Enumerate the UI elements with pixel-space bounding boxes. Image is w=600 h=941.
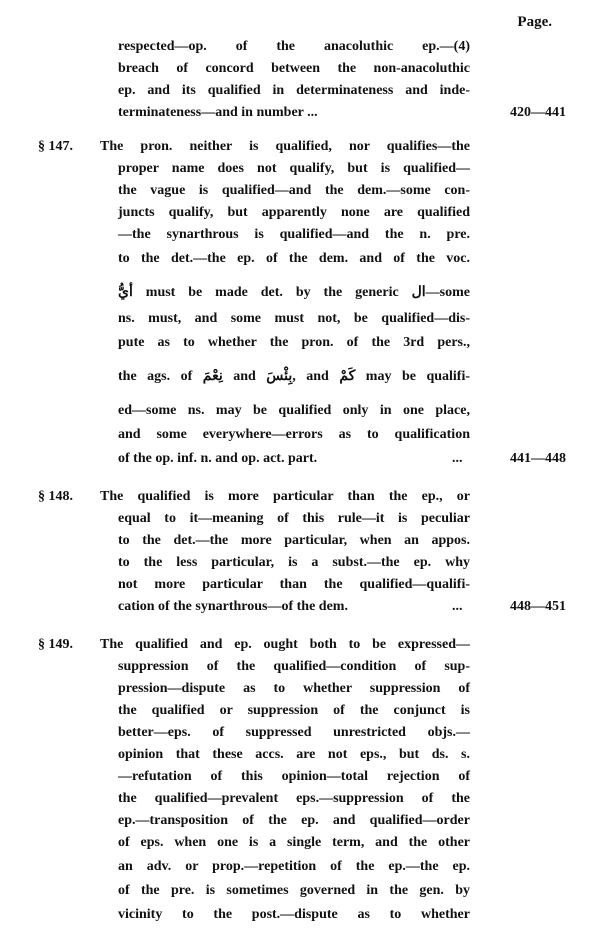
page-range: 448—451 [510,599,566,614]
index-line: breach of concord between the non-anacoluthic [118,61,470,76]
index-line: The pron. neither is qualified, nor qualifies—the [100,139,470,154]
index-line: suppression of the qualified—condition of sup- [118,659,470,674]
index-line: The qualified and ep. ought both to be expressed— [100,637,470,652]
leader-dots: ... [452,599,463,614]
index-line: better—eps. of suppressed unrestricted objs.— [118,725,470,740]
index-line: —the synarthrous is qualified—and the n. pre. [118,227,470,242]
index-line: to the det.—the more particular, when an appos. [118,533,470,548]
leader-dots: ... [452,451,463,466]
index-line: to the det.—the ep. of the dem. and of the voc. [118,251,470,266]
index-line: opinion that these accs. are not eps., but ds. s. [118,747,470,762]
index-line: ns. must, and some must not, be qualified—dis- [118,311,470,326]
page-column-header: Page. [517,14,552,30]
index-line: cation of the synarthrous—of the dem. [118,599,348,614]
index-line: not more particular than the qualified—qualifi- [118,577,470,592]
index-line: the qualified or suppression of the conjunct is [118,703,470,718]
section-number: § 148. [38,489,73,504]
index-line: proper name does not qualify, but is qualified— [118,161,470,176]
page-range: 420—441 [510,105,566,120]
index-line: the ags. of نِعْمَ and بِئْسَ, and كَمْ may be qualifi- [118,369,471,384]
index-line: of eps. when one is a single term, and the other [118,835,470,850]
index-line: the vague is qualified—and the dem.—some con- [118,183,470,198]
index-line: to the less particular, is a subst.—the ep. why [118,555,470,570]
index-line: the qualified—prevalent eps.—suppression of the [118,791,470,806]
index-line: ep. and its qualified in determinateness and inde- [118,83,470,98]
index-line: of the pre. is sometimes governed in the gen. by [118,883,470,898]
index-line: ep.—transposition of the ep. and qualified—order [118,813,470,828]
index-line: and some everywhere—errors as to qualification [118,427,470,442]
page-range: 441—448 [510,451,566,466]
index-line: pression—dispute as to whether suppression of [118,681,470,696]
index-line: pute as to whether the pron. of the 3rd pers., [118,335,470,350]
index-line: an adv. or prop.—repetition of the ep.—the ep. [118,859,470,874]
index-line: equal to it—meaning of this rule—it is peculiar [118,511,470,526]
index-line: juncts qualify, but apparently none are qualified [118,205,470,220]
index-line: of the op. inf. n. and op. act. part. [118,451,318,466]
section-number: § 149. [38,637,73,652]
index-line: أيُّ must be made det. by the generic ال—some [118,285,470,300]
section-number: § 147. [38,139,73,154]
index-line: respected—op. of the anacoluthic ep.—(4) [118,39,470,54]
index-line: ed—some ns. may be qualified only in one place, [118,403,470,418]
index-line: The qualified is more particular than the ep., or [100,489,470,504]
index-line: terminateness—and in number ... [118,105,318,120]
index-line: vicinity to the post.—dispute as to whether [118,907,470,922]
index-line: —refutation of this opinion—total rejection of [118,769,470,784]
